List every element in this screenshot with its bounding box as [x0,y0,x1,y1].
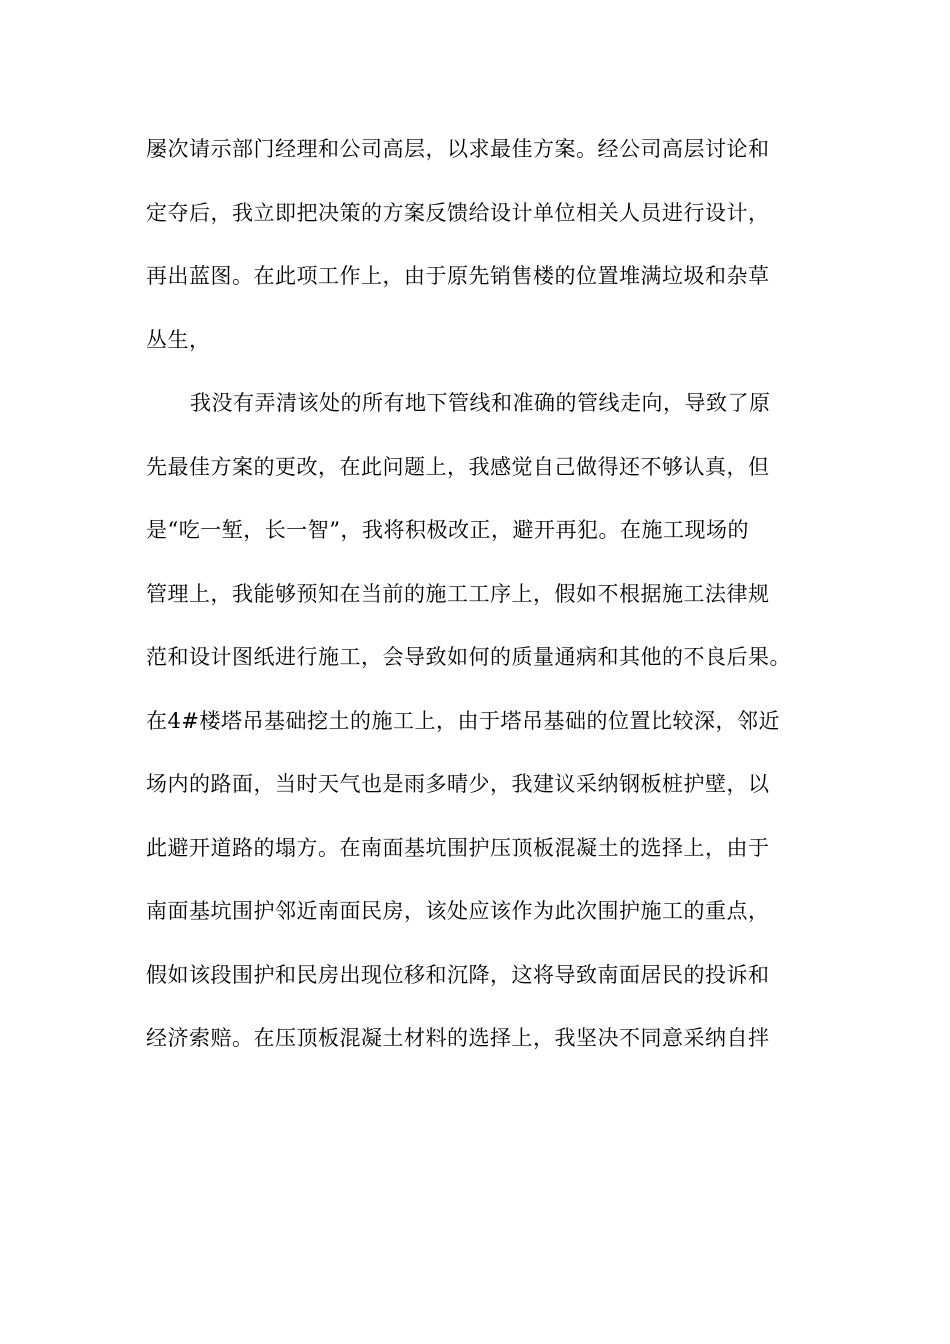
body-text [146,128,806,1081]
text-line: 在4#楼塔吊基础挖土的施工上，由于塔吊基础的位置比较深，邻近 [146,708,780,733]
text-line: 再出蓝图。在此项工作上，由于原先销售楼的位置堆满垃圾和杂草 [146,264,770,288]
text-line: 屡次请示部门经理和公司高层，以求最佳方案。经公司高层讨论和 [146,137,770,161]
text-line: 是“吃一堑，长一智”，我将积极改正，避开再犯。在施工现场的 [146,518,749,542]
text-line: 定夺后，我立即把决策的方案反馈给设计单位相关人员进行设计， [146,200,770,225]
text-line: 假如该段围护和民房出现位移和沉降，这将导致南面居民的投诉和 [146,962,770,987]
text-line: 场内的路面，当时天气也是雨多晴少，我建议采纳钢板桩护壁，以 [146,772,770,796]
text-line: 经济索赔。在压顶板混凝土材料的选择上，我坚决不同意采纳自拌 [146,1026,770,1050]
text-line: 此避开道路的塌方。在南面基坑围护压顶板混凝土的选择上，由于 [146,835,770,860]
text-line: 南面基坑围护邻近南面民房，该处应该作为此次围护施工的重点， [146,899,770,923]
text-line: 我没有弄清该处的所有地下管线和准确的管线走向，导致了原 [190,391,771,415]
text-line: 丛生， [146,327,211,352]
text-line: 先最佳方案的更改，在此问题上，我感觉自己做得还不够认真，但 [146,454,770,479]
text-line: 管理上，我能够预知在当前的施工工序上，假如不根据施工法律规 [146,581,770,606]
text-line: 范和设计图纸进行施工，会导致如何的质量通病和其他的不良后果。 [146,645,791,669]
